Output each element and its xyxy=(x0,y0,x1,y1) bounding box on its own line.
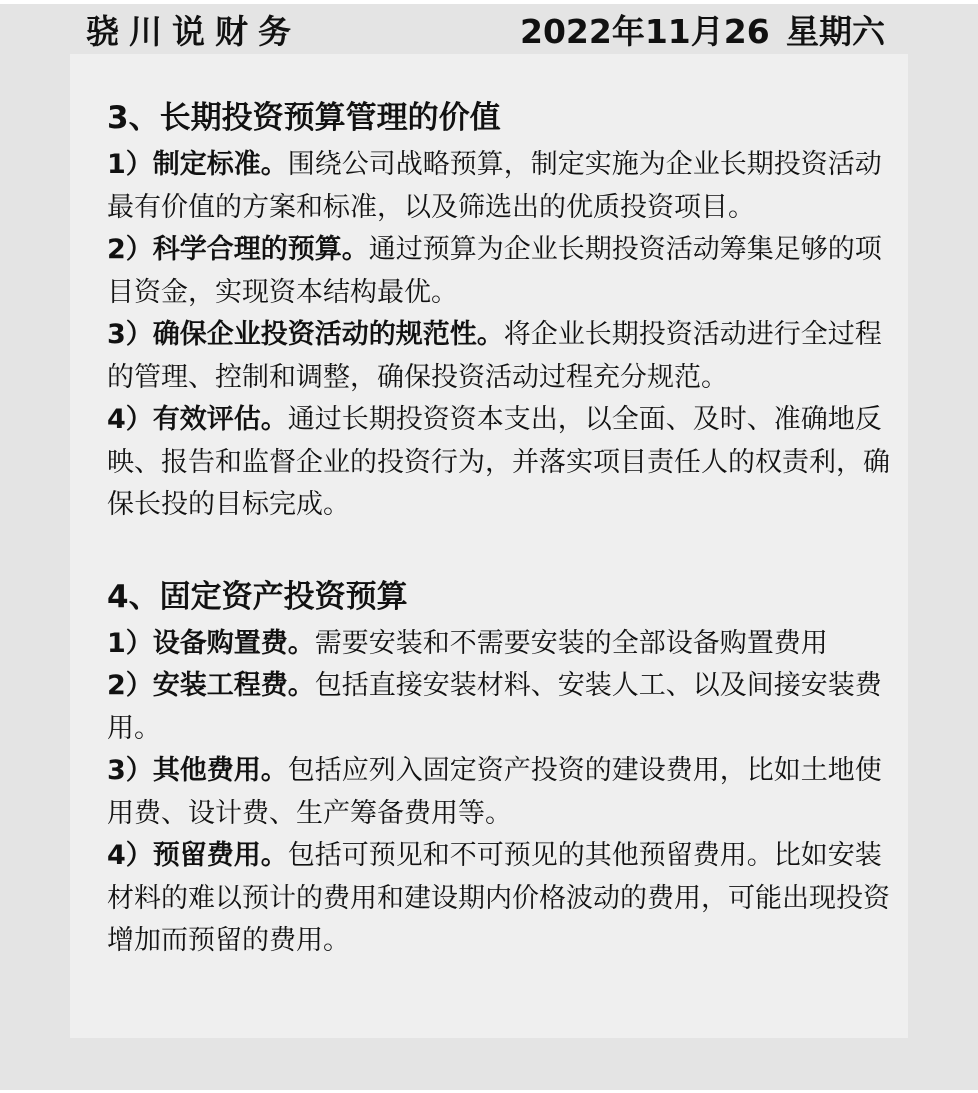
weekday-label: 星期六 xyxy=(786,12,885,51)
list-item xyxy=(107,229,897,314)
list-item xyxy=(107,665,897,750)
list-item xyxy=(107,144,897,229)
section-spacer xyxy=(107,527,897,573)
item-lead: 1）设备购置费。 xyxy=(107,627,315,659)
item-lead: 3）确保企业投资活动的规范性。 xyxy=(107,319,504,350)
section-title: 3、长期投资预算管理的价值 xyxy=(107,100,501,136)
item-text: 通过预算为企业长期投资活动筹集足够的项目资金，实现资本结构最优。 xyxy=(107,234,882,308)
date-label: 2022年11月26 xyxy=(520,12,770,51)
content-card xyxy=(70,54,908,1038)
item-text: 包括可预见和不可预见的其他预留费用。比如安装材料的难以预计的费用和建设期内价格波动的费用，可能出现投资增加而预留的费用。 xyxy=(107,840,890,956)
list-item xyxy=(107,835,897,963)
brand-title: 骁川说财务 xyxy=(86,12,301,51)
page-frame xyxy=(0,4,978,1090)
list-item xyxy=(107,314,897,399)
item-text: 包括直接安装材料、安装人工、以及间接安装费用。 xyxy=(107,670,882,744)
item-lead: 1）制定标准。 xyxy=(107,149,288,180)
item-text: 需要安装和不需要安装的全部设备购置费用 xyxy=(314,627,828,659)
item-text: 包括应列入固定资产投资的建设费用，比如土地使用费、设计费、生产筹备费用等。 xyxy=(107,755,882,829)
list-item xyxy=(107,623,897,666)
item-lead: 2）科学合理的预算。 xyxy=(107,234,369,265)
section-title: 4、固定资产投资预算 xyxy=(107,578,408,615)
item-text: 将企业长期投资活动进行全过程的管理、控制和调整，确保投资活动过程充分规范。 xyxy=(107,319,882,393)
list-item xyxy=(107,399,897,527)
list-item xyxy=(107,750,897,835)
article-body xyxy=(107,94,897,963)
item-text: 通过长期投资资本支出，以全面、及时、准确地反映、报告和监督企业的投资行为，并落实项目责任人的权责利，确保长投的目标完成。 xyxy=(107,404,890,520)
item-text: 围绕公司战略预算，制定实施为企业长期投资活动最有价值的方案和标准，以及筛选出的优质投资项目。 xyxy=(107,149,882,223)
header-bar xyxy=(0,4,978,60)
item-lead: 3）其他费用。 xyxy=(107,755,288,786)
item-lead: 2）安装工程费。 xyxy=(107,670,315,701)
item-lead: 4）预留费用。 xyxy=(107,840,288,871)
item-lead: 4）有效评估。 xyxy=(107,404,288,435)
